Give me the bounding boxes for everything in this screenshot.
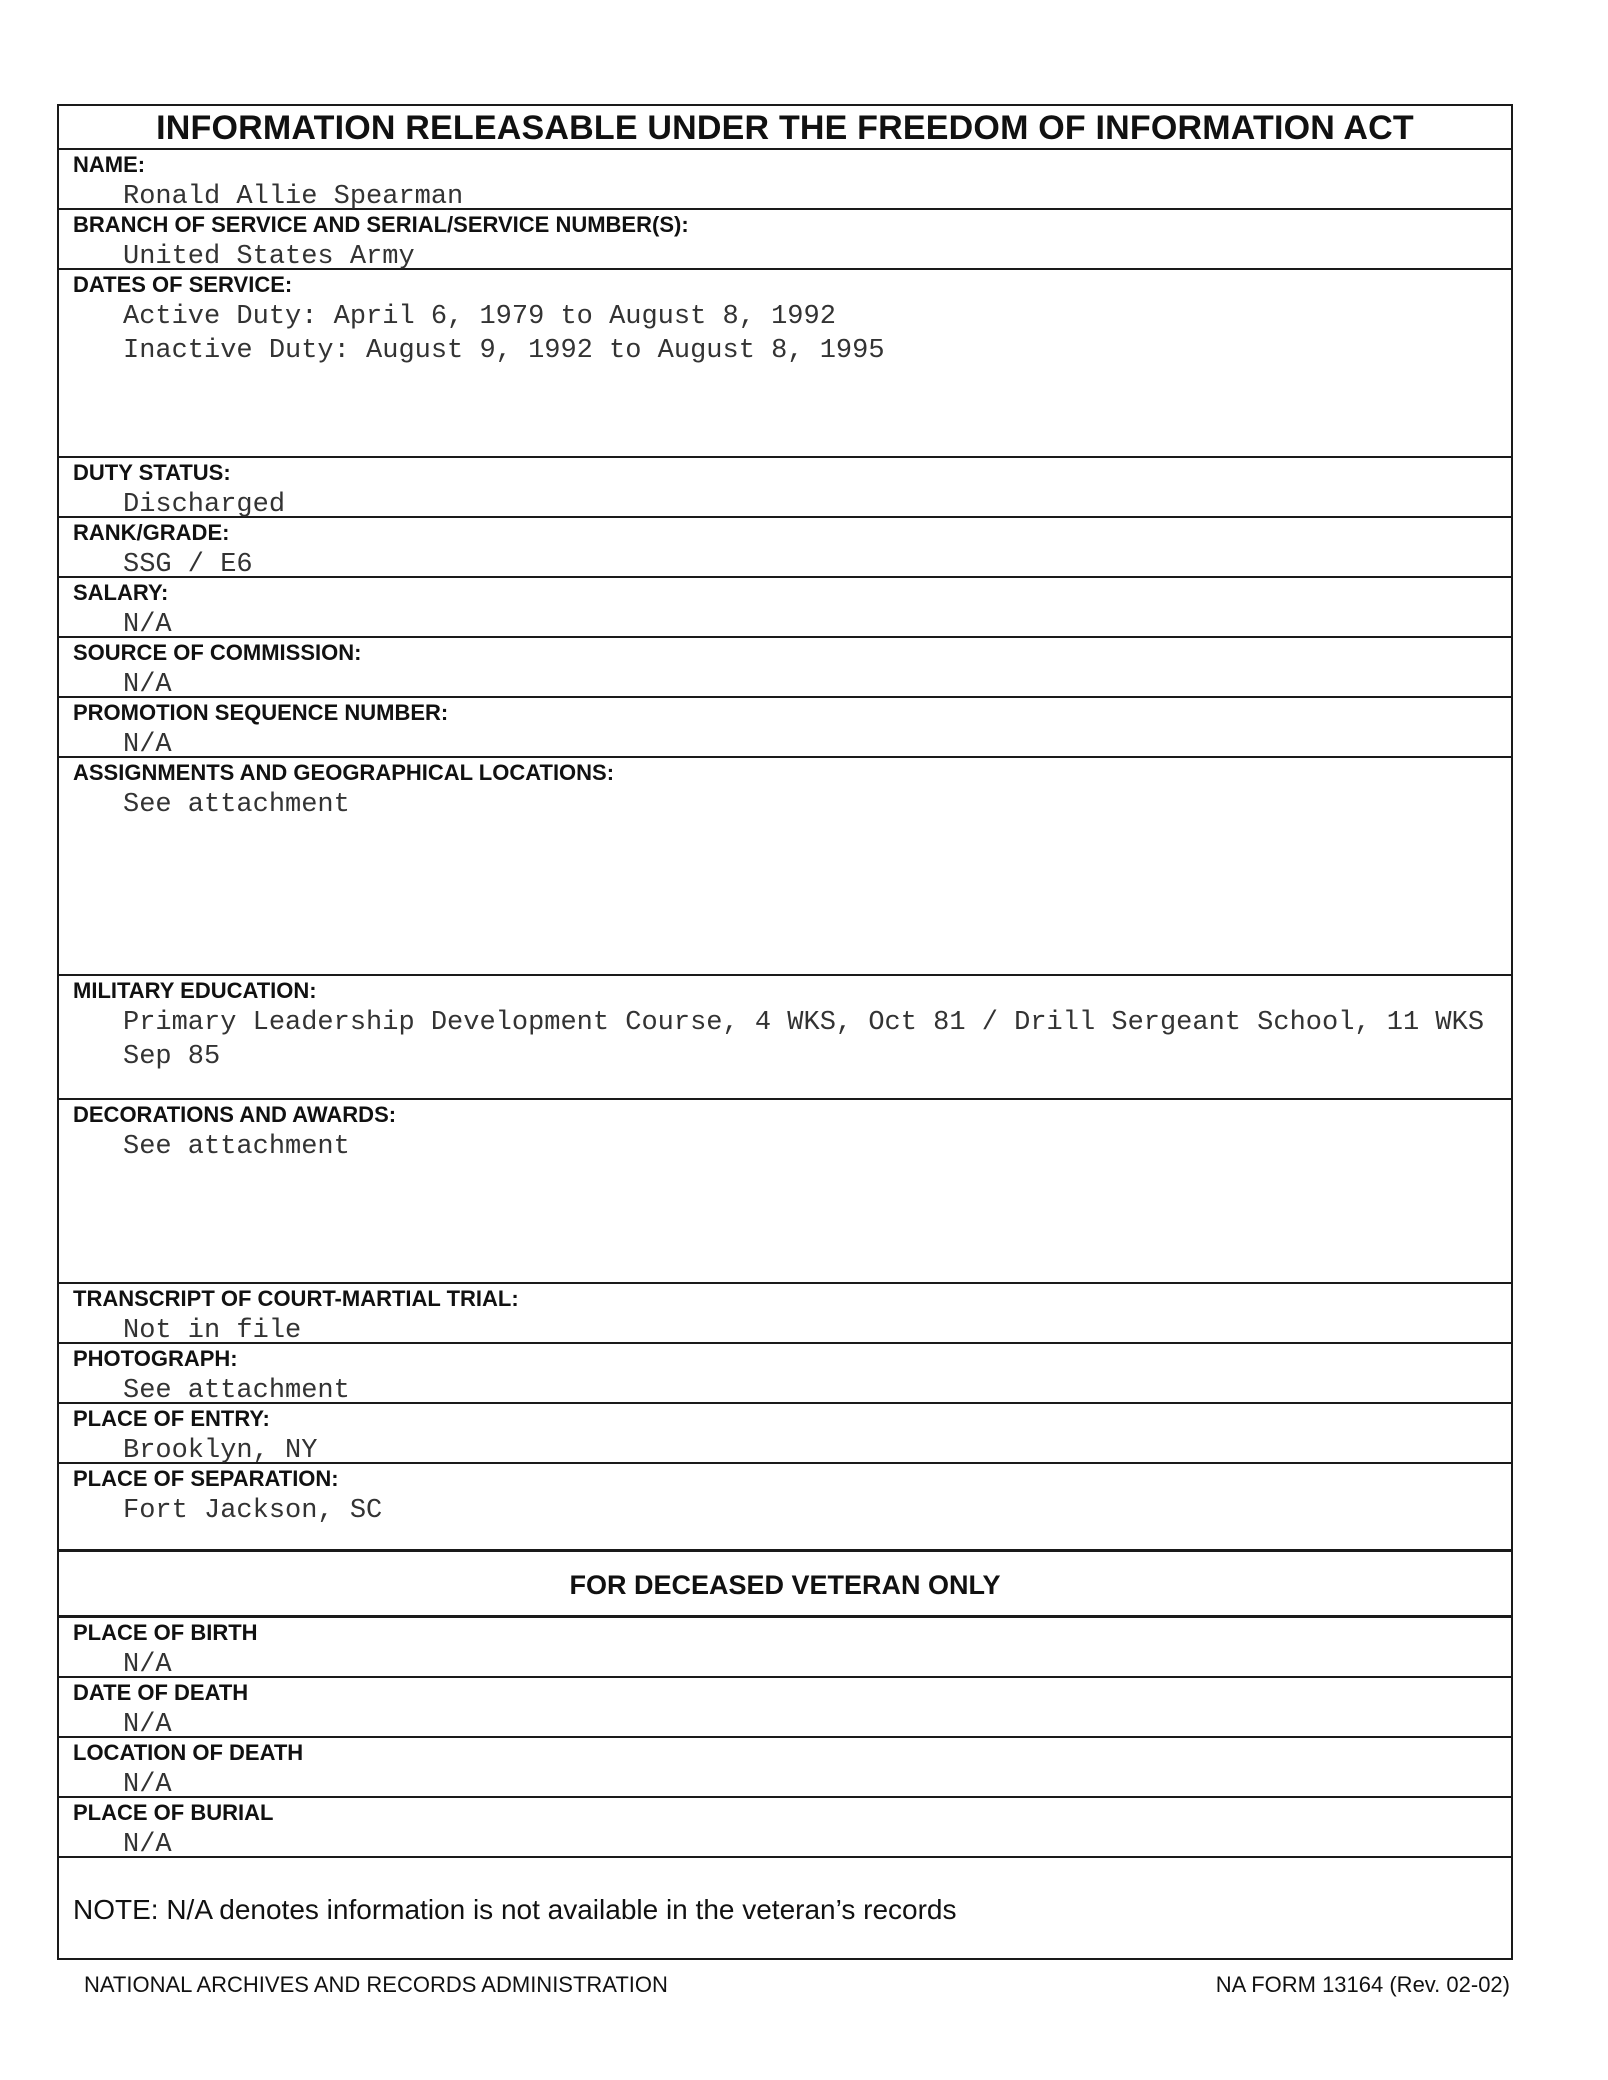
field-date-of-death (59, 1678, 1511, 1738)
field-label: RANK/GRADE: (73, 520, 230, 545)
field-place-of-entry (59, 1404, 1511, 1464)
field-label: TRANSCRIPT OF COURT-MARTIAL TRIAL: (73, 1286, 519, 1311)
field-value: Discharged (123, 490, 286, 520)
field-value: Active Duty: April 6, 1979 to August 8, 1992 Inactive Duty: August 9, 1992 to August 8, 1995 (123, 302, 885, 366)
field-label: PROMOTION SEQUENCE NUMBER: (73, 700, 449, 725)
field-label: ASSIGNMENTS AND GEOGRAPHICAL LOCATIONS: (73, 760, 615, 785)
field-value: See attachment (123, 1132, 350, 1162)
field-branch-of-service (59, 210, 1511, 270)
field-promotion-sequence-number (59, 698, 1511, 758)
field-value: Brooklyn, NY (123, 1436, 318, 1466)
field-value: Primary Leadership Development Course, 4 WKS, Oct 81 / Drill Sergeant School, 11 WKS Sep 85 (123, 1008, 1485, 1072)
field-value: N/A (123, 1770, 172, 1800)
note-box (59, 1858, 1511, 1958)
field-place-of-burial (59, 1798, 1511, 1858)
field-military-education (59, 976, 1511, 1100)
field-label: PLACE OF BURIAL (73, 1800, 274, 1825)
field-value: N/A (123, 730, 172, 760)
field-label: PHOTOGRAPH: (73, 1346, 238, 1371)
field-label: DUTY STATUS: (73, 460, 231, 485)
field-name (59, 150, 1511, 210)
field-value: N/A (123, 610, 172, 640)
field-label: PLACE OF BIRTH (73, 1620, 258, 1645)
form-title: INFORMATION RELEASABLE UNDER THE FREEDOM OF INFORMATION ACT (59, 106, 1511, 150)
field-value: SSG / E6 (123, 550, 253, 580)
field-label: MILITARY EDUCATION: (73, 978, 317, 1003)
field-decorations-and-awards (59, 1100, 1511, 1284)
deceased-section-heading: FOR DECEASED VETERAN ONLY (59, 1552, 1511, 1618)
field-value: See attachment (123, 790, 350, 820)
note-text: NOTE: N/A denotes information is not available in the veteran’s records (73, 1894, 957, 1925)
field-value: N/A (123, 1830, 172, 1860)
field-label: SALARY: (73, 580, 169, 605)
field-photograph (59, 1344, 1511, 1404)
field-value: United States Army (123, 242, 415, 272)
field-duty-status (59, 458, 1511, 518)
field-salary (59, 578, 1511, 638)
field-dates-of-service (59, 270, 1511, 458)
field-assignments (59, 758, 1511, 976)
field-value: Not in file (123, 1316, 302, 1346)
field-value: Fort Jackson, SC (123, 1496, 383, 1526)
field-rank-grade (59, 518, 1511, 578)
foia-form (57, 104, 1513, 1960)
field-label: PLACE OF ENTRY: (73, 1406, 270, 1431)
field-value: N/A (123, 670, 172, 700)
field-value: Ronald Allie Spearman (123, 182, 464, 212)
field-location-of-death (59, 1738, 1511, 1798)
field-label: DECORATIONS AND AWARDS: (73, 1102, 397, 1127)
field-label: NAME: (73, 152, 146, 177)
field-label: DATES OF SERVICE: (73, 272, 293, 297)
field-place-of-birth (59, 1618, 1511, 1678)
field-label: SOURCE OF COMMISSION: (73, 640, 362, 665)
field-value: N/A (123, 1650, 172, 1680)
field-label: LOCATION OF DEATH (73, 1740, 304, 1765)
field-place-of-separation (59, 1464, 1511, 1552)
field-value: See attachment (123, 1376, 350, 1406)
field-value: N/A (123, 1710, 172, 1740)
field-court-martial-transcript (59, 1284, 1511, 1344)
footer-agency: NATIONAL ARCHIVES AND RECORDS ADMINISTRATION (84, 1972, 668, 1997)
footer-form-number: NA FORM 13164 (Rev. 02-02) (1215, 1972, 1510, 1997)
field-source-of-commission (59, 638, 1511, 698)
field-label: DATE OF DEATH (73, 1680, 249, 1705)
field-label: PLACE OF SEPARATION: (73, 1466, 339, 1491)
field-label: BRANCH OF SERVICE AND SERIAL/SERVICE NUMBER(S): (73, 212, 689, 237)
